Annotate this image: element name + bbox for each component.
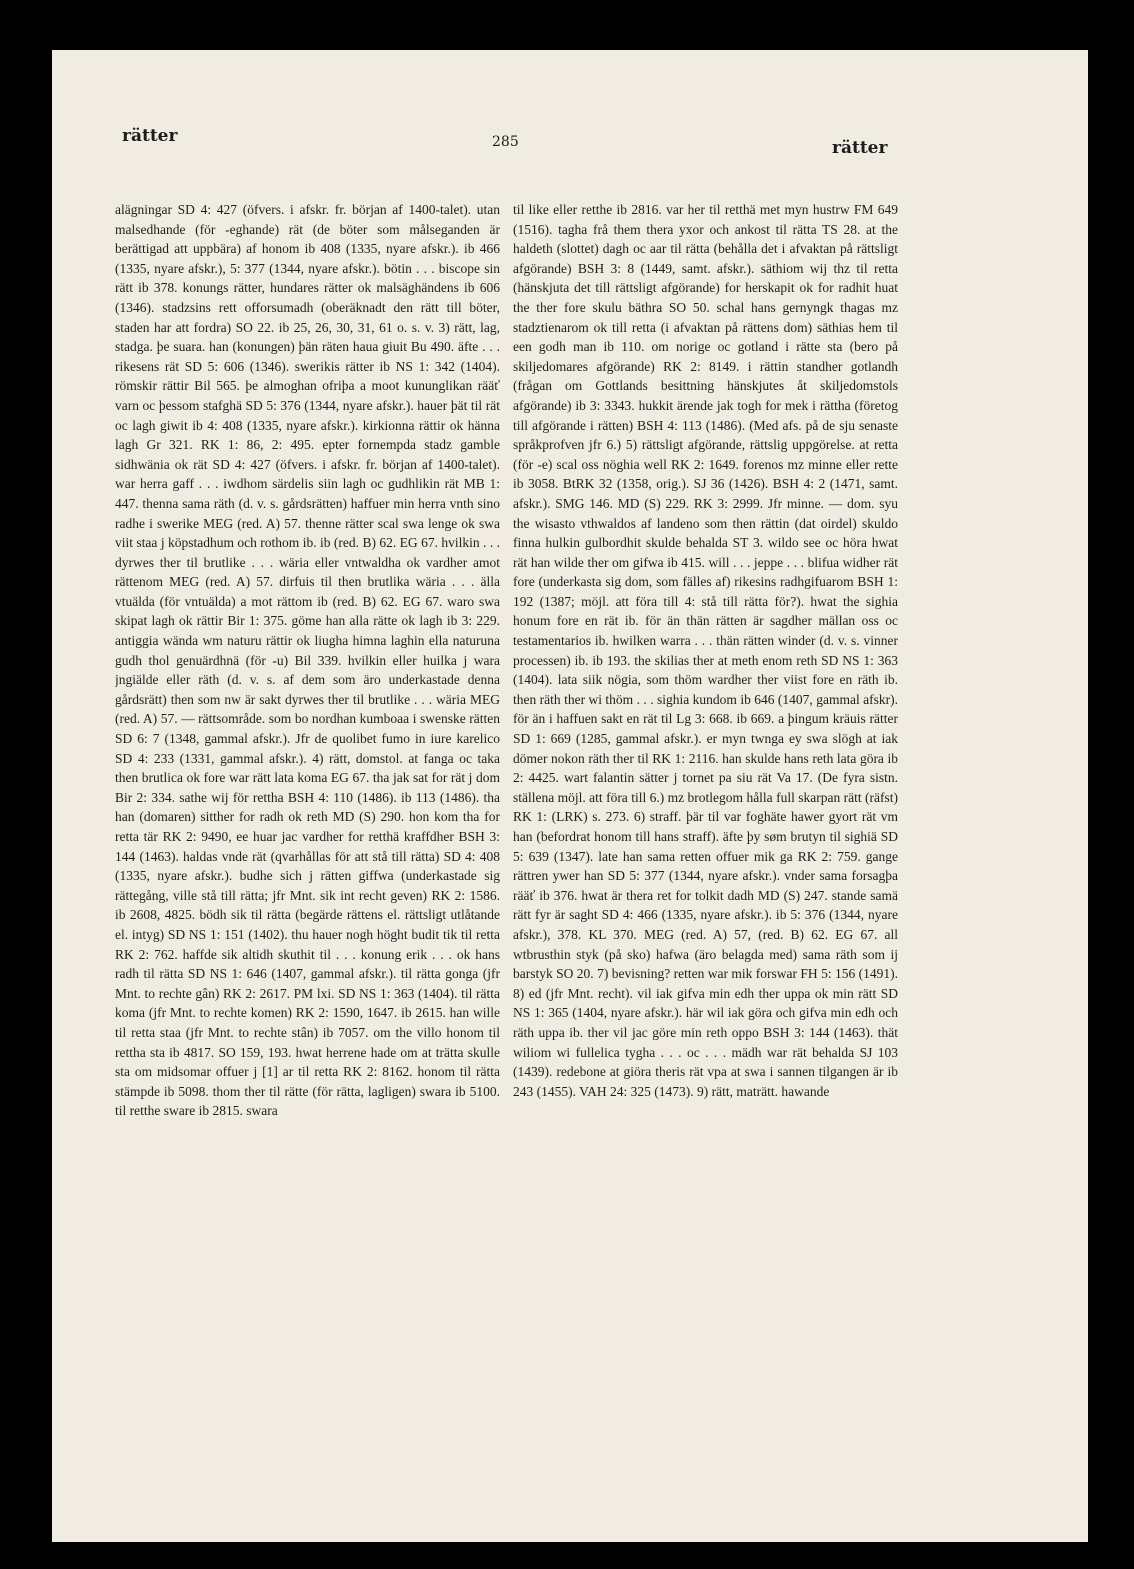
- left-column-text: alägningar SD 4: 427 (öfvers. i afskr. fr. början af 1400-talet). utan malsedhande (för -eghande) rät (de böter som målseganden är berättigad att uppbära) af honom ib 408 (1335, nyare afskr.). ib 466 (1335, nyare afskr.), 5: 377 (1344, nyare afskr.). bötin . . . biscope sin rätt ib 378. konungs rätter, hundares rätter ok malsäghändens ib 606 (1346). stadzsins rett offorsumadh (oberäknadt den rätt till böter, staden har att fordra) SO 22. ib 25, 26, 30, 31, 61 o. s. v. 3) rätt, lag, stadga. þe suara. han (konungen) þän räten haua giuit Bu 490. äfte . . . rikesens rät SD 5: 606 (1346). swerikis rätter ib NS 1: 342 (1404). römskir rättir Bil 565. þe almoghan ofriþa a moot kununglikan rääť varn oc þessom stafghä SD 5: 376 (1344, nyare afskr.). hauer þät til rät oc lagh giwit ib 4: 408 (1335, nyare afskr.). kirkionna rättir ok hänna lagh Gr 321. RK 1: 86, 2: 495. epter fornempda stadz gamble sidhwänia ok rät SD 4: 427 (öfvers. i afskr. fr. början af 1400-talet). war herra gaff . . . iwdhom särdelis siin lagh oc gudhlikin rät MB 1: 447. thenna sama räth (d. v. s. gårdsrätten) haffuer min herra vnth sino radhe i swerike MEG (red. A) 57. thenne rätter scal swa lenge ok swa viit staa j köpstadhum och rothom ib. ib (red. B) 62. EG 67. hvilkin . . . dyrwes ther til brutlike . . . wäria eller vntwaldha ok vardher amot rättenom MEG (red. A) 57. dirfuis til then brutlika wäria . . . älla vtuälda (för vntuälda) a mot rättom ib (red. B) 62. EG 67. waro swa skipat lagh ok rättir Bir 1: 375. göme han alla rätte ok lagh ib 3: 229. antiggia wända wm naturu rättir ok liugha himna laghin ella naturuna gudh thol genuärdhnä (för -u) Bil 339. hvilkin eller huilka j wara jngiälde eller räth (d. v. s. af dem som äro underkastade denna gårdsrätt) then som nw är sakt dyrwes ther til brutlike . . . wäria MEG (red. A) 57. — rättsområde. som bo nordhan kumboaa i swenske rätten SD 6: 7 (1348, gammal afskr.). Jfr de quolibet fumo in iure karelico SD 4: 233 (1331, gammal afskr.). 4) rätt, domstol. at fanga oc taka then brutlica ok fore war rätt lata koma EG 67. tha jak sat for rät j dom Bir 2: 334. sathe wij för rettha BSH 4: 110 (1486). ib 113 (1486). tha han (domaren) sitther for radh ok reth MD (S) 290. hon kom tha for retta tär RK 2: 9490, ee huar jac vardher for retthä kraffdher BSH 3: 144 (1463). haldas vnde rät (qvarhållas för att stå till rätta) SD 4: 408 (1335, nyare afskr.). budhe sich j rätten giffwa (underkastade sig rättegång, ville stå till rätta; jfr Mnt. sik int recht geven) RK 2: 1586. ib 2608, 4825. bödh sik til rätta (begärde rättens el. rättsligt utlåtande el. intyg) SD NS 1: 151 (1402). thu hauer nogh höght budit tik til retta RK 2: 762. haffde sik altidh skuthit til . . . konung erik . . . ok hans radh til rätta SD NS 1: 646 (1407, gammal afskr.). til rätta gonga (jfr Mnt. to rechte gân) RK 2: 2617. PM lxi. SD NS 1: 363 (1404). til rätta koma (jfr Mnt. to rechte komen) RK 2: 1590, 1647. ib 2615. han wille til retta staa (jfr Mnt. to rechte stân) ib 7057. om the villo honom til rettha sta ib 4817. SO 159, 193. hwat herrene hade om at trätta skulle sta om midsomar offuer j [1] ar til retta RK 2: 8162. honom til rätta stämpde ib 5098. thom ther til rätte (för rätta, lagligen) swara ib 5100. til retthe sware ib 2815. swara: [115, 202, 500, 1119]
- right-column: [513, 200, 898, 1510]
- left-column: [115, 200, 500, 1510]
- running-headword-right: rätter: [832, 138, 888, 158]
- page-number: 285: [492, 134, 519, 150]
- running-headword-left: rätter: [122, 126, 178, 146]
- dictionary-page: [52, 50, 1088, 1542]
- right-column-text: til like eller retthe ib 2816. var her til retthä met myn hustrw FM 649 (1516). tagha frå them thera yxor och ankost til rätta TS 28. at the haldeth (slottet) dagh oc aar til rätta (behålla det i afvaktan på rättsligt afgörande) BSH 3: 8 (1449, samt. afskr.). säthiom wij thz til retta (hänskjuta det till rättsligt afgörande) for herskapit ok for radhit huat the ther fore skulu bäthra SO 50. schal hans gernyngk thagas mz stadztienarom ok till retta (i afvaktan på rättens dom) säthias hem til een godh man ib 110. om norige oc gotland i rätte sta (bero på skiljedomares afgörande) RK 2: 8149. i rättin standher gotlandh (frågan om Gottlands besittning hänskjutes åt skiljedomstols afgörande) ib 3: 3343. hukkit ärende jak togh for mek i rättha (företog till afgörande i rätten) BSH 4: 113 (1486). (Med afs. på de sju senaste språkprofven jfr 6.) 5) rättsligt afgörande, rättslig uppgörelse. at retta (för -e) scal oss nöghia well RK 2: 1649. forenos mz minne eller rette ib 3058. BtRK 32 (1358, orig.). SJ 36 (1426). BSH 4: 2 (1471, samt. afskr.). SMG 146. MD (S) 229. RK 3: 2999. Jfr minne. — dom. syu the wisasto vthwaldos af landeno som then rättin (dat oirdel) skuldo finna hulkin gulbordhit skulde behalda ST 3. wildo see oc höra hwat rät han wilde ther om gifwa ib 415. will . . . jeppe . . . blifua widher rät fore (underkasta sig dom, som fälles af) rikesins radhgifuarom BSH 1: 192 (1387; möjl. att föra till 4: stå till rätta för?). hwat the sighia honum fore en rät ib. för än thän rätten är sagdher mällan oss oc testamentarios ib. hwilken warra . . . thän rätten winder (d. v. s. vinner processen) ib. ib 193. the skilias ther at meth enom reth SD NS 1: 363 (1404). lata siik nögia, som thöm wardher ther viist fore en räth ib. then räth ther wi thöm . . . sighia kundom ib 646 (1407, gammal afskr). för än i haffuen sakt en rät til Lg 3: 668. ib 669. a þingum kräuis rätter SD 1: 669 (1285, gammal afskr.). er myn twnga ey swa slögh at iak dömer nokon räth ther til RK 1: 2116. han skulde hans reth lata göra ib 2: 4425. wart falantin sätter j tornet pa siu rät Va 17. (De fyra sistn. ställena möjl. att föra till 6.) mz brotlegom hålla full skarpan rätt (räfst) RK 1: (LRK) s. 273. 6) straff. þär til var foghäte hawer gyort rät vm han (befordrat honom till hans straff). äfte þy søm brutyn til sighiä SD 5: 639 (1347). late han sama retten offuer mik ga RK 2: 759. gange rättren ywer han SD 5: 377 (1344, nyare afskr.). vnder sama forsagþa rääť ib 376. hwat är thera ret for tolkit dadh MD (S) 247. stande samä rätt fyr är saght SD 4: 466 (1335, nyare afskr.). ib 5: 376 (1344, nyare afskr.), 378. KL 370. MEG (red. A) 57, (red. B) 62. EG 67. all wtbrusthin styk (på sko) hafwa (äro belagda med) sama räth som ij barstyk SO 20. 7) bevisning? retten war mik forswar FH 5: 156 (1491). 8) ed (jfr Mnt. recht). vil iak gifva min edh ther uppa ok min rätt SD NS 1: 365 (1404, nyare afskr.). här wil iak göra och gifva min edh och räth uppa ib. ther vil jac göre min reth oppo BSH 3: 144 (1463). thät wiliom wi fullelica tygha . . . oc . . . mädh war rät behalda SJ 103 (1439). redebone at giöra theris rät vpa at swa i sannen tilgangen är ib 243 (1455). VAH 24: 325 (1473). 9) rätt, maträtt. hawande: [513, 202, 898, 1099]
- page-header: [52, 126, 1088, 176]
